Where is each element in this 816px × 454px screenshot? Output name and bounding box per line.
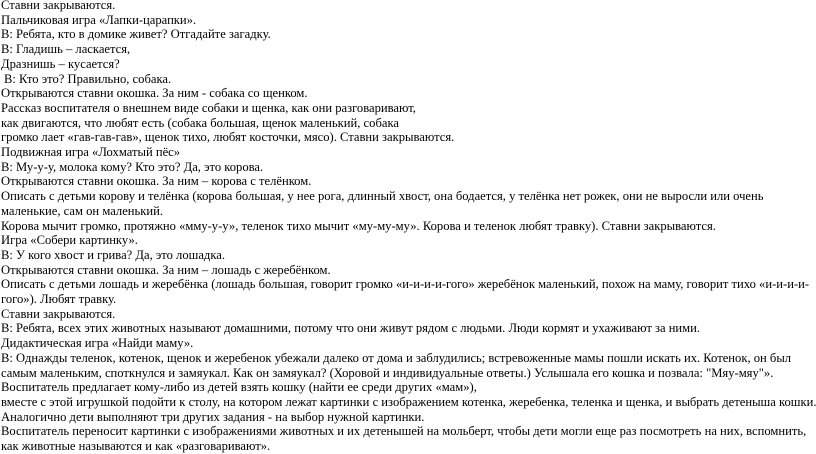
text-line: Рассказ воспитателя о внешнем виде собаки и щенка, как они разговаривают, xyxy=(1,100,416,115)
text-line: В: Гладишь – ласкается, xyxy=(1,42,131,57)
text-line: В: Ребята, всех этих животных называют домашними, потому что они живут рядом с людьми. Люди кормят и ухаживают за ними. xyxy=(1,321,701,336)
text-line: как двигаются, что любят есть (собака большая, щенок маленький, собака xyxy=(1,115,399,130)
text-line: Ставни закрываются. xyxy=(1,0,116,12)
text-line: Ставни закрываются. xyxy=(1,306,116,321)
text-line: В: Кто это? Правильно, собака. xyxy=(4,71,172,86)
text-line: Аналогично дети выполняют три других задания - на выбор нужной картинки. xyxy=(1,409,425,424)
text-line: В: У кого хвост и грива? Да, это лошадка. xyxy=(1,247,225,262)
text-line: Открываются ставни окошка. За ним – корова с телёнком. xyxy=(1,174,312,189)
text-line: В: Му-у-у, молока кому? Кто это? Да, это корова. xyxy=(1,159,264,174)
text-line: вместе с этой игрушкой подойти к столу, на котором лежат картинки с изображением котенка, жеребенка, теленка и щенка, и выбрать детеныша кошки. xyxy=(1,394,816,409)
text-paragraph: В: Однажды теленок, котенок, щенок и жеребенок убежали далеко от дома и заблудились; встревоженные мамы пошли искать их. Котенок, он был самым маленьким, споткнулся и замяукал. Как он замяукал? (Хоровой и индивидуальные ответы.) Услышала его кошка и позвала: "Мяу-мяу"». xyxy=(1,350,792,380)
text-line: Воспитатель предлагает кому-либо из детей взять кошку (найти ее среди других «мам»), xyxy=(1,380,477,395)
text-line: Дидактическая игра «Найди маму». xyxy=(1,336,194,351)
text-line: Пальчиковая игра «Лапки-царапки». xyxy=(1,12,197,27)
text-line: В: Ребята, кто в домике живет? Отгадайте загадку. xyxy=(1,27,271,42)
text-line: Открываются ставни окошка. За ним - собака со щенком. xyxy=(1,86,308,101)
text-line: Дразнишь – кусается? xyxy=(1,56,120,71)
text-paragraph: Воспитатель переносит картинки с изображениями животных и их детенышей на мольберт, чтобы дети могли еще раз посмотреть на них, вспомнить, как животные называются и как «разговаривают». xyxy=(1,424,807,454)
text-line: Открываются ставни окошка. За ним – лошадь с жеребёнком. xyxy=(1,262,331,277)
text-line: Подвижная игра «Лохматый пёс» xyxy=(1,145,181,160)
document-body xyxy=(1,0,816,454)
text-paragraph: Описать с детьми лошадь и жеребёнка (лошадь большая, говорит громко «и-и-и-и-гого» жеребёнок маленький, похож на маму, говорит тихо «и-и-и-и-гого»). Любят травку. xyxy=(1,277,810,307)
text-line: громко лает «гав-гав-гав», щенок тихо, любят косточки, мясо). Ставни закрываются. xyxy=(1,130,455,145)
text-line: Игра «Собери картинку». xyxy=(1,233,138,248)
text-line: Корова мычит громко, протяжно «мму-у-у», теленок тихо мычит «му-му-му». Корова и теленок любят травку). Ставни закрываются. xyxy=(1,218,716,233)
text-paragraph: Описать с детьми корову и телёнка (корова большая, у нее рога, длинный хвост, она бодается, у телёнка нет рожек, они не выросли или очень маленькие, сам он маленький. xyxy=(1,189,764,218)
